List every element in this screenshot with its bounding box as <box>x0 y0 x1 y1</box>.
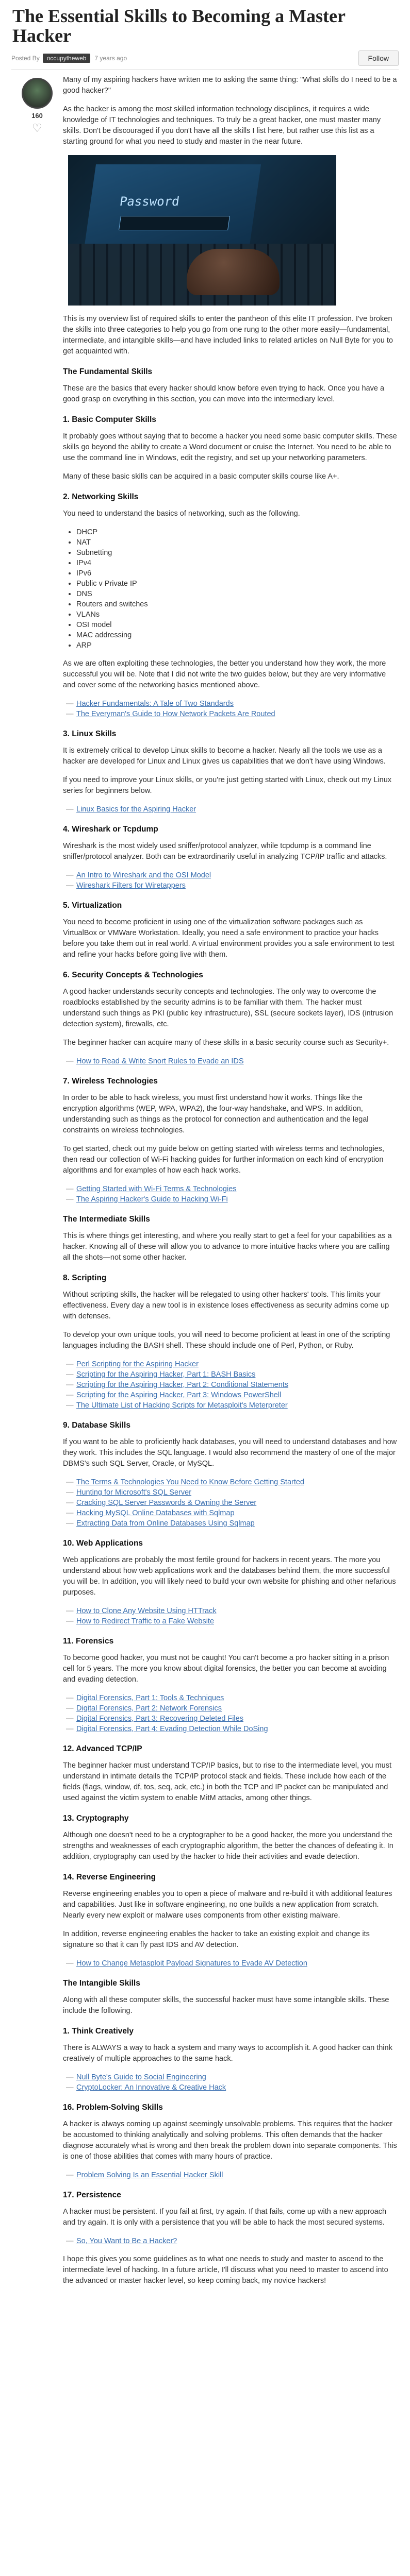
related-link-item <box>73 1359 399 1369</box>
section-paragraph: A hacker must be persistent. If you fail at first, try again. If that fails, come up with a new approach and try again. It is only with a persistence that you will be able to hack the most secured systems. <box>63 2208 387 2227</box>
section-heading: 8. Scripting <box>63 1274 107 1282</box>
related-article-link[interactable]: So, You Want to Be a Hacker? <box>76 2237 177 2245</box>
section-heading: 9. Database Skills <box>63 1421 130 1430</box>
author-avatar[interactable] <box>22 78 53 109</box>
list-item: • Routers and switches <box>76 599 399 609</box>
related-links <box>63 1606 399 1626</box>
related-article-link[interactable]: Extracting Data from Online Databases Using Sqlmap <box>76 1519 255 1528</box>
section-heading: 6. Security Concepts & Technologies <box>63 971 203 979</box>
related-link-item <box>73 2236 399 2246</box>
related-link-item <box>73 1477 399 1487</box>
section-heading: 16. Problem-Solving Skills <box>63 2103 163 2112</box>
list-item: • OSI model <box>76 620 399 630</box>
password-text: Password <box>119 194 181 209</box>
hero-image <box>68 155 336 306</box>
related-links <box>63 870 399 891</box>
section-heading: 7. Wireless Technologies <box>63 1077 158 1086</box>
related-links <box>63 699 399 719</box>
related-article-link[interactable]: Digital Forensics, Part 1: Tools & Techniques <box>76 1694 224 1702</box>
related-links <box>63 1477 399 1529</box>
section-paragraph: A hacker is always coming up against seemingly unsolvable problems. This requires that the hacker be accustomed to thinking analytically and solving problems. This often demands that the hacker diagnose accurately what is wrong and then break the problem down into separate components. This is one of those abilities that comes with many hours of practice. <box>63 2120 397 2161</box>
related-link-item <box>73 804 399 815</box>
related-link-item <box>73 1714 399 1724</box>
section-paragraph: In addition, reverse engineering enables the hacker to take an existing exploit and change its signature so that it can fly past IDS and AV detection. <box>63 1930 370 1949</box>
related-article-link[interactable]: Scripting for the Aspiring Hacker, Part 1: BASH Basics <box>76 1370 256 1379</box>
related-links <box>63 804 399 815</box>
section-paragraph: Reverse engineering enables you to open a piece of malware and re-build it with additional features and capabilities. Just like in software engineering, no one builds a new application from scratch. Nearly every new exploit or malware uses components from other existing malware. <box>63 1890 392 1920</box>
sidebar <box>11 75 63 2294</box>
section-heading: 17. Persistence <box>63 2191 121 2199</box>
list-item: • MAC addressing <box>76 630 399 640</box>
related-article-link[interactable]: How to Redirect Traffic to a Fake Website <box>76 1617 215 1625</box>
section-heading: 2. Networking Skills <box>63 493 139 501</box>
list-item: • DNS <box>76 589 399 599</box>
related-article-link[interactable]: Cracking SQL Server Passwords & Owning the Server <box>76 1499 257 1507</box>
related-article-link[interactable]: Perl Scripting for the Aspiring Hacker <box>76 1360 199 1368</box>
related-links <box>63 1359 399 1411</box>
section-paragraph: There is ALWAYS a way to hack a system and many ways to accomplish it. A good hacker can think creatively of multiple approaches to the same hack. <box>63 2044 392 2063</box>
related-links <box>63 1056 399 1066</box>
related-link-item <box>73 1056 399 1066</box>
section-paragraph: You need to become proficient in using one of the virtualization software packages such as VirtualBox or VMWare Workstation. Ideally, you need a safe environment to practice your hacks before you take them out in real world. A virtual environment provides you a safe environment to test and refine your hacks before going live with them. <box>63 918 395 959</box>
related-link-item <box>73 2170 399 2180</box>
section-paragraph: If you want to be able to proficiently hack databases, you will need to understand databases and how they work. This includes the SQL language. I would also recommend the mastery of one of the major DBMS's such SQL Server, Oracle, or MySQL. <box>63 1438 397 1468</box>
related-link-item <box>73 1958 399 1969</box>
related-link-item <box>73 1693 399 1703</box>
section-paragraph: Wireshark is the most widely used sniffer/protocol analyzer, while tcpdump is a command line sniffer/protocol analyzer. Both can be extraordinarily useful in analyzing TCP/IP traffic and attacks. <box>63 842 387 861</box>
section-heading: 1. Basic Computer Skills <box>63 415 156 424</box>
section-heading: 10. Web Applications <box>63 1539 143 1548</box>
article-meta <box>0 45 410 69</box>
section-paragraph: It is extremely critical to develop Linux skills to become a hacker. Nearly all the tools we use as a hacker are developed for Linux and Linux gives us capabilities that we don't have using Windows. <box>63 747 386 766</box>
list-item: • ARP <box>76 640 399 651</box>
related-article-link[interactable]: Hunting for Microsoft's SQL Server <box>76 1488 192 1497</box>
related-link-item <box>73 880 399 891</box>
section-paragraph: It probably goes without saying that to become a hacker you need some basic computer skills. These skills go beyond the ability to create a Word document or cruise the Internet. You need to be able to use the command line in Windows, edit the registry, and set up your networking parameters. <box>63 432 397 462</box>
section-paragraph: The beginner hacker can acquire many of these skills in a basic security course such as Security+. <box>63 1039 389 1047</box>
intro-paragraph: As the hacker is among the most skilled information technology disciplines, it requires a wide knowledge of IT technologies and techniques. To truly be a great hacker, one must master many skills. Don't be discouraged if you don't have all the skills I list here, but rather use this list as a starting ground for what you need to study and master in the near future. <box>63 105 381 146</box>
list-item: • Subnetting <box>76 548 399 558</box>
list-item: • IPv6 <box>76 568 399 579</box>
section-heading: 14. Reverse Engineering <box>63 1873 156 1882</box>
section-paragraph: I hope this gives you some guidelines as to what one needs to study and master to ascend to the intermediate level of hacking. In a future article, I'll discuss what you need to master to ascend into the advanced or master hacker level, so keep coming back, my novice hackers! <box>63 2255 388 2285</box>
related-link-item <box>73 870 399 880</box>
related-article-link[interactable]: Scripting for the Aspiring Hacker, Part 2: Conditional Statements <box>76 1381 289 1389</box>
section-paragraph: Although one doesn't need to be a cryptographer to be a good hacker, the more you understand the strengths and weaknesses of each cryptographic algorithm, the better the chances of defeating it. In addition, cryptography can used by the hacker to hide their activities and evade detection. <box>63 1831 393 1861</box>
section-paragraph: Along with all these computer skills, the successful hacker must have some intangible skills. These include the following. <box>63 1996 389 2015</box>
related-article-link[interactable]: The Terms & Technologies You Need to Know Before Getting Started <box>76 1478 304 1486</box>
section-paragraph: These are the basics that every hacker should know before even trying to hack. Once you have a good grasp on everything in this section, you can move into the intermediary level. <box>63 384 385 403</box>
related-link-item <box>73 1369 399 1380</box>
list-item: • VLANs <box>76 609 399 620</box>
section-paragraph: To become good hacker, you must not be caught! You can't become a pro hacker sitting in a prison cell for 5 years. The more you know about digital forensics, the better you can become at avoiding and evading detection. <box>63 1654 389 1684</box>
list-item: • IPv4 <box>76 558 399 568</box>
related-link-item <box>73 1184 399 1194</box>
content <box>0 70 410 2294</box>
section-paragraph: Web applications are probably the most fertile ground for hackers in recent years. The more you understand about how web applications work and the databases behind them, the more successful you will be. In addition, you will likely need to build your own website for phishing and other nefarious purposes. <box>63 1556 396 1597</box>
section-paragraph: As we are often exploiting these technologies, the better you understand how they work, the more successful you will be. Note that I did not write the two guides below, but they are very informative and cover some of the networking basics mentioned above. <box>63 659 386 689</box>
section-paragraph: In order to be able to hack wireless, you must first understand how it works. Things like the encryption algorithms (WEP, WPA, WPA2), the four-way handshake, and WPS. In addition, understanding such as things as the protocol for connection and authentication and the legal constraints on wireless technologies. <box>63 1094 369 1134</box>
related-link-item <box>73 1703 399 1714</box>
related-link-item <box>73 1380 399 1390</box>
section-heading: 4. Wireshark or Tcpdump <box>63 825 158 834</box>
related-article-link[interactable]: Getting Started with Wi-Fi Terms & Technologies <box>76 1185 237 1193</box>
section-heading: The Intangible Skills <box>63 1979 140 1988</box>
related-links <box>63 2236 399 2246</box>
list-item: • NAT <box>76 537 399 548</box>
section-heading: 11. Forensics <box>63 1637 114 1646</box>
related-link-item <box>73 1498 399 1508</box>
section-heading: The Intermediate Skills <box>63 1215 150 1224</box>
sections <box>63 366 399 2286</box>
hand-graphic <box>187 249 280 295</box>
related-links <box>63 1184 399 1205</box>
section-paragraph: A good hacker understands security concepts and technologies. The only way to overcome the roadblocks established by the security admins is to be familiar with them. The hacker must understand such things as PKI (public key infrastructure), SSL (secure sockets layer), IDS (intrusion detection system), firewalls, etc. <box>63 988 393 1028</box>
intro-paragraph: Many of my aspiring hackers have written me to asking the same thing: "What skills do I need to be a good hacker?" <box>63 76 397 95</box>
section-paragraph: The beginner hacker must understand TCP/IP basics, but to rise to the intermediate level, you must understand in intimate details the TCP/IP protocol stack and fields. These include how each of the fields (flags, window, df, tos, seq, ack, etc.) in both the TCP and IP packet can be manipulated and used against the victim system to enable MitM attacks, among other things. <box>63 1761 391 1802</box>
related-links <box>63 2170 399 2180</box>
related-article-link[interactable]: Null Byte's Guide to Social Engineering <box>76 2073 206 2081</box>
section-paragraph: You need to understand the basics of networking, such as the following. <box>63 510 300 518</box>
post-time: 7 years ago <box>94 55 127 62</box>
related-article-link[interactable]: Hacking MySQL Online Databases with Sqlmap <box>76 1509 235 1517</box>
related-link-item <box>73 1390 399 1400</box>
posted-by-label: Posted By <box>11 55 40 62</box>
related-article-link[interactable]: Digital Forensics, Part 4: Evading Detection While DoSing <box>76 1725 268 1733</box>
related-link-item <box>73 1400 399 1411</box>
related-article-link[interactable]: Wireshark Filters for Wiretappers <box>76 882 186 890</box>
related-link-item <box>73 1518 399 1529</box>
follow-container <box>358 50 399 66</box>
section-heading: 12. Advanced TCP/IP <box>63 1744 142 1753</box>
bullet-list <box>63 527 399 651</box>
related-link-item <box>73 1487 399 1498</box>
section-paragraph: Without scripting skills, the hacker will be relegated to using other hackers' tools. This limits your effectiveness. Every day a new tool is in existence loses effectiveness as security admins come up with defenses. <box>63 1291 389 1320</box>
related-link-item <box>73 1194 399 1205</box>
related-article-link[interactable]: Linux Basics for the Aspiring Hacker <box>76 805 196 814</box>
related-article-link[interactable]: An Intro to Wireshark and the OSI Model <box>76 871 211 879</box>
list-item: • DHCP <box>76 527 399 537</box>
section-paragraph: Many of these basic skills can be acquired in a basic computer skills course like A+. <box>63 472 339 481</box>
section-paragraph: To develop your own unique tools, you will need to become proficient at least in one of the scripting languages including the BASH shell. These should include one of Perl, Python, or Ruby. <box>63 1331 390 1350</box>
follow-button[interactable]: Follow <box>358 50 399 66</box>
related-article-link[interactable]: Digital Forensics, Part 3: Recovering Deleted Files <box>76 1715 243 1723</box>
related-link-item <box>73 1508 399 1518</box>
related-article-link[interactable]: Hacker Fundamentals: A Tale of Two Standards <box>76 700 234 708</box>
section-heading: 1. Think Creatively <box>63 2027 134 2036</box>
related-article-link[interactable]: The Ultimate List of Hacking Scripts for Metasploit's Meterpreter <box>76 1401 288 1410</box>
related-links <box>63 1693 399 1734</box>
heart-icon[interactable]: ♡ <box>32 122 42 134</box>
section-heading: 3. Linux Skills <box>63 730 117 738</box>
related-article-link[interactable]: Digital Forensics, Part 2: Network Forensics <box>76 1704 222 1713</box>
related-article-link[interactable]: Scripting for the Aspiring Hacker, Part 3: Windows PowerShell <box>76 1391 282 1399</box>
section-paragraph: To get started, check out my guide below on getting started with wireless terms and technologies, then read our collection of Wi-Fi hacking guides for further information on each kind of encryption algorithms and for examples of how each hack works. <box>63 1145 385 1175</box>
related-article-link[interactable]: CryptoLocker: An Innovative & Creative Hack <box>76 2083 226 2092</box>
author-link[interactable]: occupytheweb <box>43 54 91 63</box>
section-heading: The Fundamental Skills <box>63 367 153 376</box>
password-field-graphic <box>119 216 230 230</box>
list-item: • Public v Private IP <box>76 579 399 589</box>
related-link-item <box>73 709 399 719</box>
related-link-item <box>73 2072 399 2082</box>
related-link-item <box>73 2082 399 2093</box>
related-link-item <box>73 1606 399 1616</box>
related-link-item <box>73 699 399 709</box>
section-paragraph: If you need to improve your Linux skills, or you're just getting started with Linux, check out my Linux series for beginners below. <box>63 776 392 795</box>
related-link-item <box>73 1724 399 1734</box>
related-article-link[interactable]: The Everyman's Guide to How Network Packets Are Routed <box>76 710 275 718</box>
related-article-link[interactable]: How to Read & Write Snort Rules to Evade an IDS <box>76 1057 244 1065</box>
related-article-link[interactable]: The Aspiring Hacker's Guide to Hacking Wi-Fi <box>76 1195 228 1204</box>
article-body <box>63 75 399 2294</box>
section-paragraph: This is where things get interesting, and where you really start to get a feel for your capabilities as a hacker. Knowing all of these will allow you to advance to more intuitive hacks where you are calling all the shots—not some other hacker. <box>63 1232 392 1262</box>
related-article-link[interactable]: How to Clone Any Website Using HTTrack <box>76 1607 217 1615</box>
article-title: The Essential Skills to Becoming a Master Hacker <box>12 6 346 46</box>
like-count: 160 <box>31 112 43 120</box>
related-link-item <box>73 1616 399 1626</box>
intro-paragraph: This is my overview list of required skills to enter the pantheon of this elite IT profession. I've broken the skills into three categories to help you go from one rung to the other more easily—fundamental, intermediate, and intangible skills—and have included links to related articles on Null Byte for you to get acquainted with. <box>63 315 393 355</box>
section-heading: 5. Virtualization <box>63 901 122 910</box>
related-article-link[interactable]: Problem Solving Is an Essential Hacker Skill <box>76 2171 223 2179</box>
related-links <box>63 2072 399 2093</box>
section-heading: 13. Cryptography <box>63 1814 129 1823</box>
related-article-link[interactable]: How to Change Metasploit Payload Signatures to Evade AV Detection <box>76 1959 307 1968</box>
related-links <box>63 1958 399 1969</box>
